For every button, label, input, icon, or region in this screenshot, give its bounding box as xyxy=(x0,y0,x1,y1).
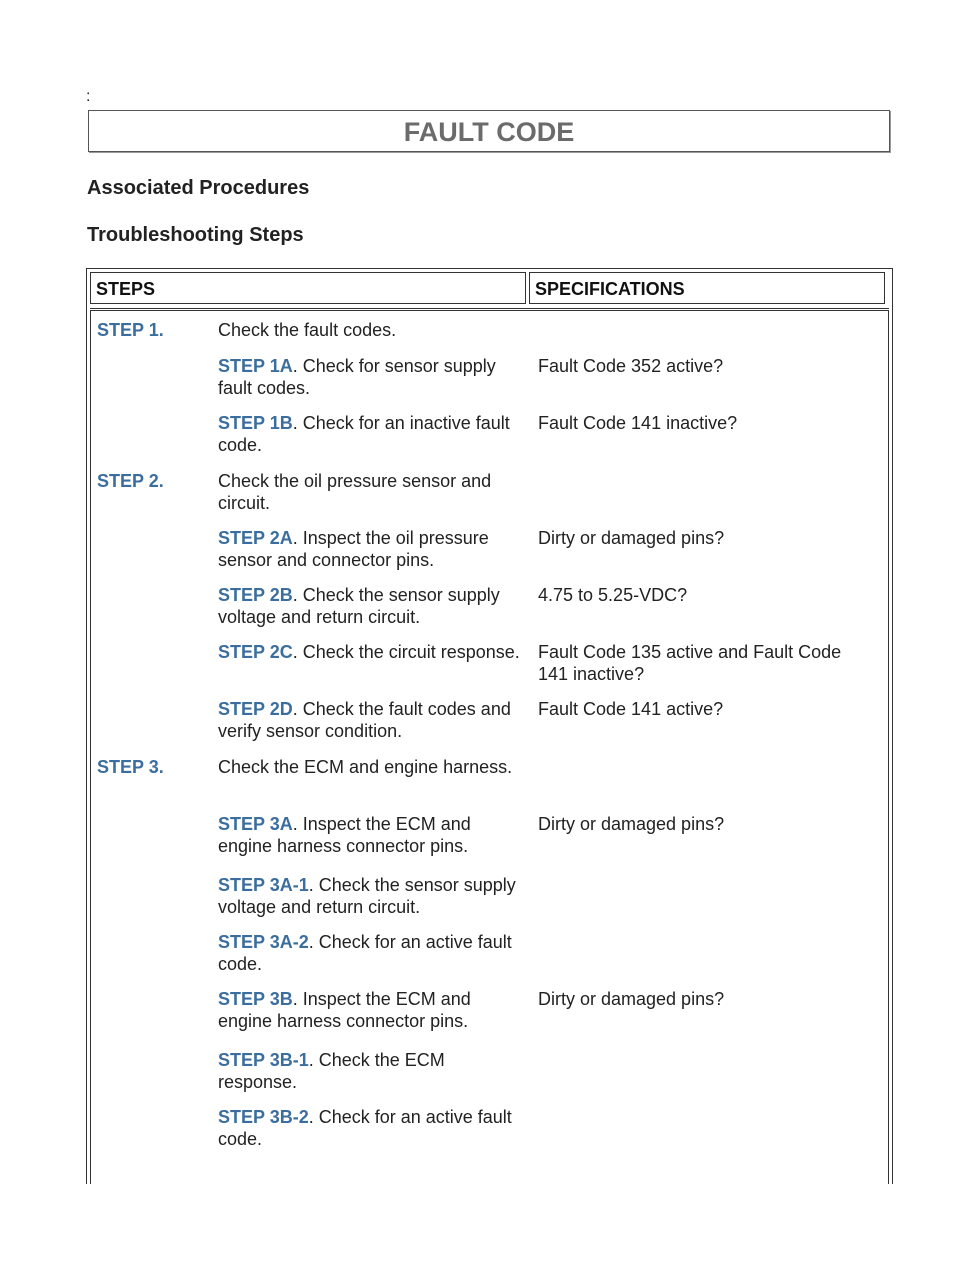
spec-text: Fault Code 135 active and Fault Code 141 inactive? xyxy=(538,642,842,684)
substep-label[interactable]: STEP 3A-1 xyxy=(218,875,309,895)
substep-label[interactable]: STEP 3B-2 xyxy=(218,1107,309,1127)
column-header-specifications: SPECIFICATIONS xyxy=(529,272,885,304)
substep-label[interactable]: STEP 1A xyxy=(218,356,293,376)
spec-text: Dirty or damaged pins? xyxy=(538,528,725,548)
associated-procedures-heading: Associated Procedures xyxy=(87,177,310,199)
substep-text: . Check the ECM response. xyxy=(218,1050,445,1092)
substep-text: . Check the sensor supply voltage and return circuit. xyxy=(218,875,516,917)
substep-text: . Check the fault codes and verify sensor condition. xyxy=(218,699,511,741)
substep-label[interactable]: STEP 2C xyxy=(218,642,293,662)
substep-row xyxy=(218,874,523,918)
substep-text: . Check the sensor supply voltage and return circuit. xyxy=(218,585,500,627)
substep-row xyxy=(218,641,523,663)
substep-label[interactable]: STEP 3A-2 xyxy=(218,932,309,952)
substep-text: . Check the circuit response. xyxy=(292,642,520,662)
substep-row xyxy=(218,931,523,975)
substep-row xyxy=(218,584,523,628)
substep-text: . Check for an inactive fault code. xyxy=(218,413,510,455)
table-divider xyxy=(90,310,889,311)
table-divider xyxy=(90,308,889,309)
substep-label[interactable]: STEP 2A xyxy=(218,528,293,548)
troubleshooting-steps-heading: Troubleshooting Steps xyxy=(87,224,304,246)
substep-text: . Inspect the oil pressure sensor and connector pins. xyxy=(218,528,489,570)
page-title: FAULT CODE xyxy=(88,110,890,152)
step-label[interactable]: STEP 1. xyxy=(97,320,164,340)
spec-text: Fault Code 141 active? xyxy=(538,699,724,719)
step-label[interactable]: STEP 2. xyxy=(97,471,164,491)
step-text: Check the ECM and engine harness. xyxy=(218,757,513,777)
substep-row xyxy=(218,527,523,571)
top-mark: : xyxy=(86,88,91,105)
substep-row xyxy=(218,1106,523,1150)
spec-text: Fault Code 352 active? xyxy=(538,356,724,376)
substep-row xyxy=(218,412,523,456)
substep-row xyxy=(218,698,523,742)
substep-text: . Check for sensor supply fault codes. xyxy=(218,356,496,398)
substep-label[interactable]: STEP 3A xyxy=(218,814,293,834)
substep-text: . Inspect the ECM and engine harness connector pins. xyxy=(218,989,471,1031)
substep-text: . Check for an active fault code. xyxy=(218,1107,512,1149)
substep-text: . Check for an active fault code. xyxy=(218,932,512,974)
spec-text: Fault Code 141 inactive? xyxy=(538,413,738,433)
substep-row xyxy=(218,988,523,1032)
substep-label[interactable]: STEP 2D xyxy=(218,699,293,719)
table-right-border xyxy=(888,310,889,1184)
substep-label[interactable]: STEP 1B xyxy=(218,413,293,433)
substep-row xyxy=(218,355,523,399)
substep-label[interactable]: STEP 3B xyxy=(218,989,293,1009)
substep-label[interactable]: STEP 3B-1 xyxy=(218,1050,309,1070)
column-header-steps: STEPS xyxy=(90,272,526,304)
step-label[interactable]: STEP 3. xyxy=(97,757,164,777)
substep-text: . Inspect the ECM and engine harness connector pins. xyxy=(218,814,471,856)
spec-text: Dirty or damaged pins? xyxy=(538,989,725,1009)
step-text: Check the oil pressure sensor and circuit. xyxy=(218,471,492,513)
spec-text: 4.75 to 5.25-VDC? xyxy=(538,585,688,605)
table-left-border xyxy=(90,310,91,1184)
spec-text: Dirty or damaged pins? xyxy=(538,814,725,834)
substep-label[interactable]: STEP 2B xyxy=(218,585,293,605)
substep-row xyxy=(218,813,523,857)
step-text: Check the fault codes. xyxy=(218,320,397,340)
substep-row xyxy=(218,1049,523,1093)
